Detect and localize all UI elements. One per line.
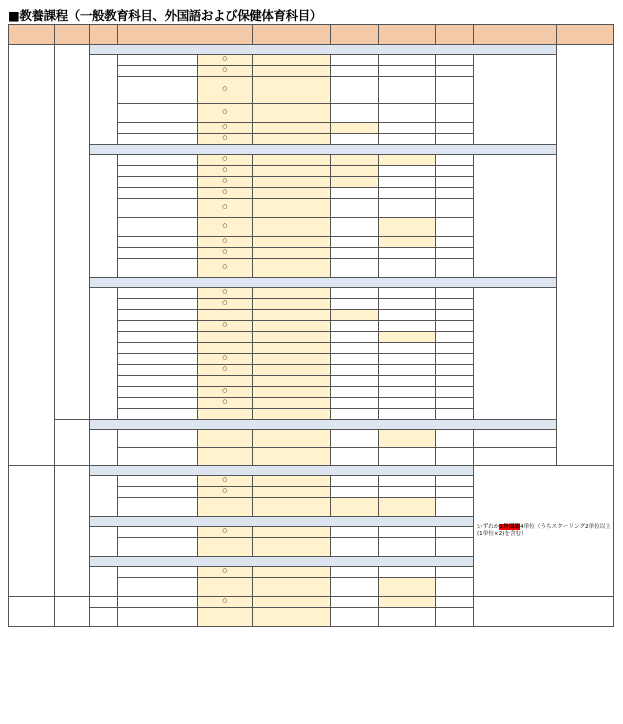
- online-schooling-cell: [331, 104, 379, 123]
- credit-cell: [436, 288, 474, 299]
- subject-name: [118, 134, 198, 145]
- year-cell: [90, 155, 118, 278]
- section-heading: [90, 278, 557, 288]
- online-schooling-cell: [331, 188, 379, 199]
- schooling-cell: [253, 487, 331, 498]
- credit-cell: [436, 487, 474, 498]
- credit-cell: [436, 608, 474, 627]
- correspondence-mark: ○: [198, 104, 253, 123]
- online-schooling-cell: [331, 354, 379, 365]
- credit-cell: [436, 430, 474, 448]
- correspondence-mark: ○: [198, 155, 253, 166]
- schooling-cell: [253, 123, 331, 134]
- subject-name: [118, 448, 198, 466]
- schooling-cell: [253, 77, 331, 104]
- year-cell: [90, 608, 118, 627]
- media-schooling-cell: [379, 104, 436, 123]
- credit-cell: [436, 365, 474, 376]
- media-schooling-cell: [379, 430, 436, 448]
- req-highlight: 1外国語: [499, 523, 521, 530]
- subject-name: [118, 487, 198, 498]
- credit-cell: [436, 177, 474, 188]
- correspondence-mark: [198, 498, 253, 517]
- correspondence-mark: ○: [198, 123, 253, 134]
- credit-cell: [436, 354, 474, 365]
- online-schooling-cell: [331, 310, 379, 321]
- selection-required: [55, 45, 90, 420]
- subject-name: [118, 376, 198, 387]
- table-row: [9, 288, 614, 299]
- credit-cell: [436, 77, 474, 104]
- schooling-cell: [253, 332, 331, 343]
- header-blank: [9, 25, 55, 45]
- correspondence-mark: [198, 430, 253, 448]
- correspondence-mark: ○: [198, 134, 253, 145]
- credit-cell: [436, 332, 474, 343]
- credit-cell: [436, 498, 474, 517]
- credit-cell: [436, 527, 474, 538]
- credit-cell: [436, 299, 474, 310]
- curriculum-table: [8, 24, 614, 627]
- subject-name: [118, 608, 198, 627]
- category-health: [9, 597, 55, 627]
- online-schooling-cell: [331, 177, 379, 188]
- media-schooling-cell: [379, 218, 436, 237]
- media-schooling-cell: [379, 578, 436, 597]
- subject-name: [118, 288, 198, 299]
- correspondence-mark: ○: [198, 199, 253, 218]
- column-header: [557, 25, 614, 45]
- schooling-cell: [253, 538, 331, 557]
- subject-name: [118, 259, 198, 278]
- table-row: [9, 430, 614, 448]
- schooling-cell: [253, 299, 331, 310]
- subject-name: [118, 476, 198, 487]
- correspondence-mark: ○: [198, 387, 253, 398]
- media-schooling-cell: [379, 55, 436, 66]
- subject-name: [118, 77, 198, 104]
- correspondence-mark: ○: [198, 166, 253, 177]
- correspondence-mark: ○: [198, 487, 253, 498]
- schooling-cell: [253, 155, 331, 166]
- subject-name: [118, 365, 198, 376]
- section-heading: [90, 45, 557, 55]
- subject-name: [118, 177, 198, 188]
- column-header: [474, 25, 557, 45]
- online-schooling-cell: [331, 134, 379, 145]
- media-schooling-cell: [379, 123, 436, 134]
- year-cell: [90, 597, 118, 608]
- media-schooling-cell: [379, 476, 436, 487]
- online-schooling-cell: [331, 166, 379, 177]
- online-schooling-cell: [331, 199, 379, 218]
- req-text: 4単位（うちスクーリング2単位以上(1単位×2)を含む）: [477, 523, 611, 537]
- schooling-cell: [253, 218, 331, 237]
- media-schooling-cell: [379, 310, 436, 321]
- online-schooling-cell: [331, 578, 379, 597]
- schooling-cell: [253, 288, 331, 299]
- schooling-cell: [253, 387, 331, 398]
- schooling-cell: [253, 608, 331, 627]
- credit-cell: [436, 248, 474, 259]
- header-row: [9, 25, 614, 45]
- schooling-cell: [253, 597, 331, 608]
- subject-name: [118, 387, 198, 398]
- online-schooling-cell: [331, 538, 379, 557]
- online-schooling-cell: [331, 343, 379, 354]
- online-schooling-cell: [331, 155, 379, 166]
- column-header: [436, 25, 474, 45]
- correspondence-mark: ○: [198, 476, 253, 487]
- media-schooling-cell: [379, 199, 436, 218]
- schooling-cell: [253, 498, 331, 517]
- section-heading: [90, 420, 557, 430]
- online-schooling-cell: [331, 409, 379, 420]
- correspondence-mark: [198, 538, 253, 557]
- correspondence-mark: [198, 448, 253, 466]
- schooling-cell: [253, 398, 331, 409]
- correspondence-mark: ○: [198, 259, 253, 278]
- year-cell: [90, 55, 118, 145]
- subject-name: [118, 409, 198, 420]
- correspondence-mark: ○: [198, 55, 253, 66]
- online-schooling-cell: [331, 66, 379, 77]
- subject-name: [118, 248, 198, 259]
- correspondence-mark: ○: [198, 248, 253, 259]
- media-schooling-cell: [379, 608, 436, 627]
- subject-name: [118, 199, 198, 218]
- selection-required: [55, 597, 90, 627]
- credit-cell: [436, 218, 474, 237]
- online-schooling-cell: [331, 332, 379, 343]
- schooling-cell: [253, 376, 331, 387]
- subject-name: [118, 354, 198, 365]
- media-schooling-cell: [379, 538, 436, 557]
- online-schooling-cell: [331, 430, 379, 448]
- table-row: [9, 597, 614, 608]
- subject-name: [118, 567, 198, 578]
- media-schooling-cell: [379, 487, 436, 498]
- credit-cell: [436, 578, 474, 597]
- subject-name: [118, 538, 198, 557]
- media-schooling-cell: [379, 448, 436, 466]
- media-schooling-cell: [379, 321, 436, 332]
- schooling-cell: [253, 578, 331, 597]
- subject-name: [118, 123, 198, 134]
- year-cell: [90, 288, 118, 420]
- schooling-cell: [253, 104, 331, 123]
- correspondence-mark: [198, 332, 253, 343]
- credit-cell: [436, 597, 474, 608]
- media-schooling-cell: [379, 409, 436, 420]
- online-schooling-cell: [331, 608, 379, 627]
- correspondence-mark: ○: [198, 177, 253, 188]
- selection-elective: [55, 420, 90, 466]
- correspondence-mark: ○: [198, 597, 253, 608]
- online-schooling-cell: [331, 237, 379, 248]
- schooling-cell: [253, 237, 331, 248]
- media-schooling-cell: [379, 155, 436, 166]
- year-cell: [90, 476, 118, 517]
- correspondence-mark: ○: [198, 354, 253, 365]
- category-general: [9, 45, 55, 466]
- schooling-cell: [253, 55, 331, 66]
- subject-name: [118, 55, 198, 66]
- schooling-cell: [253, 365, 331, 376]
- schooling-cell: [253, 321, 331, 332]
- required-credits: [474, 448, 557, 466]
- section-row: [9, 45, 614, 55]
- credit-cell: [436, 166, 474, 177]
- online-schooling-cell: [331, 321, 379, 332]
- section-heading: [90, 145, 557, 155]
- correspondence-mark: [198, 376, 253, 387]
- req-text: いずれか: [477, 523, 500, 530]
- subject-name: [118, 597, 198, 608]
- year-cell: [90, 430, 118, 466]
- credit-cell: [436, 387, 474, 398]
- credit-cell: [436, 567, 474, 578]
- year-cell: [90, 567, 118, 597]
- subject-name: [118, 66, 198, 77]
- correspondence-mark: [198, 343, 253, 354]
- media-schooling-cell: [379, 354, 436, 365]
- subject-name: [118, 218, 198, 237]
- media-schooling-cell: [379, 237, 436, 248]
- media-schooling-cell: [379, 567, 436, 578]
- online-schooling-cell: [331, 476, 379, 487]
- correspondence-mark: [198, 578, 253, 597]
- media-schooling-cell: [379, 299, 436, 310]
- schooling-cell: [253, 343, 331, 354]
- schooling-cell: [253, 66, 331, 77]
- credit-cell: [436, 476, 474, 487]
- credit-cell: [436, 538, 474, 557]
- section-row: [9, 420, 614, 430]
- schooling-cell: [253, 430, 331, 448]
- schooling-cell: [253, 354, 331, 365]
- credit-cell: [436, 237, 474, 248]
- column-header: [55, 25, 90, 45]
- table-row: [9, 55, 614, 66]
- media-schooling-cell: [379, 134, 436, 145]
- correspondence-mark: ○: [198, 66, 253, 77]
- media-schooling-cell: [379, 343, 436, 354]
- page-title: ■教養課程（一般教育科目、外国語および保健体育科目）: [8, 8, 322, 23]
- online-schooling-cell: [331, 288, 379, 299]
- subject-name: [118, 332, 198, 343]
- online-schooling-cell: [331, 299, 379, 310]
- correspondence-mark: ○: [198, 321, 253, 332]
- media-schooling-cell: [379, 498, 436, 517]
- correspondence-mark: [198, 310, 253, 321]
- online-schooling-cell: [331, 259, 379, 278]
- online-schooling-cell: [331, 248, 379, 259]
- required-credits: [474, 155, 557, 278]
- health-required-credits: [474, 597, 614, 627]
- schooling-cell: [253, 248, 331, 259]
- correspondence-mark: ○: [198, 527, 253, 538]
- subject-name: [118, 578, 198, 597]
- correspondence-mark: ○: [198, 398, 253, 409]
- subject-name: [118, 343, 198, 354]
- credit-cell: [436, 104, 474, 123]
- schooling-cell: [253, 259, 331, 278]
- online-schooling-cell: [331, 55, 379, 66]
- column-header: [253, 25, 331, 45]
- subject-name: [118, 104, 198, 123]
- correspondence-mark: ○: [198, 288, 253, 299]
- column-header: [118, 25, 253, 45]
- section-row: [9, 145, 614, 155]
- subject-name: [118, 527, 198, 538]
- subject-name: [118, 398, 198, 409]
- schooling-cell: [253, 177, 331, 188]
- column-header: [331, 25, 379, 45]
- section-heading: [90, 466, 474, 476]
- subject-name: [118, 188, 198, 199]
- media-schooling-cell: [379, 387, 436, 398]
- credit-cell: [436, 376, 474, 387]
- credit-cell: [436, 310, 474, 321]
- schooling-cell: [253, 476, 331, 487]
- online-schooling-cell: [331, 597, 379, 608]
- online-schooling-cell: [331, 376, 379, 387]
- online-schooling-cell: [331, 498, 379, 517]
- subject-name: [118, 310, 198, 321]
- online-schooling-cell: [331, 448, 379, 466]
- year-cell: [90, 527, 118, 557]
- online-schooling-cell: [331, 567, 379, 578]
- column-header: [90, 25, 118, 45]
- credit-cell: [436, 55, 474, 66]
- credit-cell: [436, 66, 474, 77]
- selection-required: [55, 466, 90, 597]
- media-schooling-cell: [379, 248, 436, 259]
- credit-cell: [436, 409, 474, 420]
- subject-name: [118, 237, 198, 248]
- correspondence-mark: ○: [198, 567, 253, 578]
- section-heading: [90, 517, 474, 527]
- media-schooling-cell: [379, 188, 436, 199]
- online-schooling-cell: [331, 487, 379, 498]
- online-schooling-cell: [331, 527, 379, 538]
- media-schooling-cell: [379, 527, 436, 538]
- total-credits: [557, 45, 614, 466]
- correspondence-mark: [198, 409, 253, 420]
- media-schooling-cell: [379, 288, 436, 299]
- required-credits: [474, 288, 557, 420]
- media-schooling-cell: [379, 177, 436, 188]
- online-schooling-cell: [331, 387, 379, 398]
- credit-cell: [436, 134, 474, 145]
- credit-cell: [436, 155, 474, 166]
- media-schooling-cell: [379, 166, 436, 177]
- column-header: [379, 25, 436, 45]
- credit-cell: [436, 321, 474, 332]
- schooling-cell: [253, 166, 331, 177]
- schooling-cell: [253, 448, 331, 466]
- required-credits: [474, 55, 557, 145]
- credit-cell: [436, 188, 474, 199]
- media-schooling-cell: [379, 259, 436, 278]
- correspondence-mark: ○: [198, 299, 253, 310]
- category-foreign: [9, 466, 55, 597]
- media-schooling-cell: [379, 66, 436, 77]
- curriculum-table-wrapper: [8, 24, 613, 720]
- foreign-required-credits: [474, 466, 614, 597]
- credit-cell: [436, 199, 474, 218]
- credit-cell: [436, 398, 474, 409]
- media-schooling-cell: [379, 332, 436, 343]
- schooling-cell: [253, 409, 331, 420]
- online-schooling-cell: [331, 398, 379, 409]
- schooling-cell: [253, 134, 331, 145]
- schooling-cell: [253, 527, 331, 538]
- media-schooling-cell: [379, 398, 436, 409]
- correspondence-mark: [198, 608, 253, 627]
- correspondence-mark: ○: [198, 365, 253, 376]
- credit-cell: [436, 123, 474, 134]
- subject-name: [118, 166, 198, 177]
- media-schooling-cell: [379, 376, 436, 387]
- subject-name: [118, 321, 198, 332]
- subject-name: [118, 430, 198, 448]
- credit-cell: [436, 343, 474, 354]
- correspondence-mark: ○: [198, 77, 253, 104]
- table-row: [9, 155, 614, 166]
- schooling-cell: [253, 567, 331, 578]
- schooling-cell: [253, 199, 331, 218]
- required-credits: [474, 430, 557, 448]
- subject-name: [118, 155, 198, 166]
- credit-cell: [436, 448, 474, 466]
- subject-name: [118, 299, 198, 310]
- subject-name: [118, 498, 198, 517]
- schooling-cell: [253, 310, 331, 321]
- schooling-cell: [253, 188, 331, 199]
- section-row: [9, 278, 614, 288]
- correspondence-mark: ○: [198, 237, 253, 248]
- media-schooling-cell: [379, 77, 436, 104]
- media-schooling-cell: [379, 365, 436, 376]
- online-schooling-cell: [331, 123, 379, 134]
- online-schooling-cell: [331, 77, 379, 104]
- online-schooling-cell: [331, 365, 379, 376]
- media-schooling-cell: [379, 597, 436, 608]
- online-schooling-cell: [331, 218, 379, 237]
- section-row: [9, 466, 614, 476]
- section-heading: [90, 557, 474, 567]
- correspondence-mark: ○: [198, 188, 253, 199]
- credit-cell: [436, 259, 474, 278]
- correspondence-mark: ○: [198, 218, 253, 237]
